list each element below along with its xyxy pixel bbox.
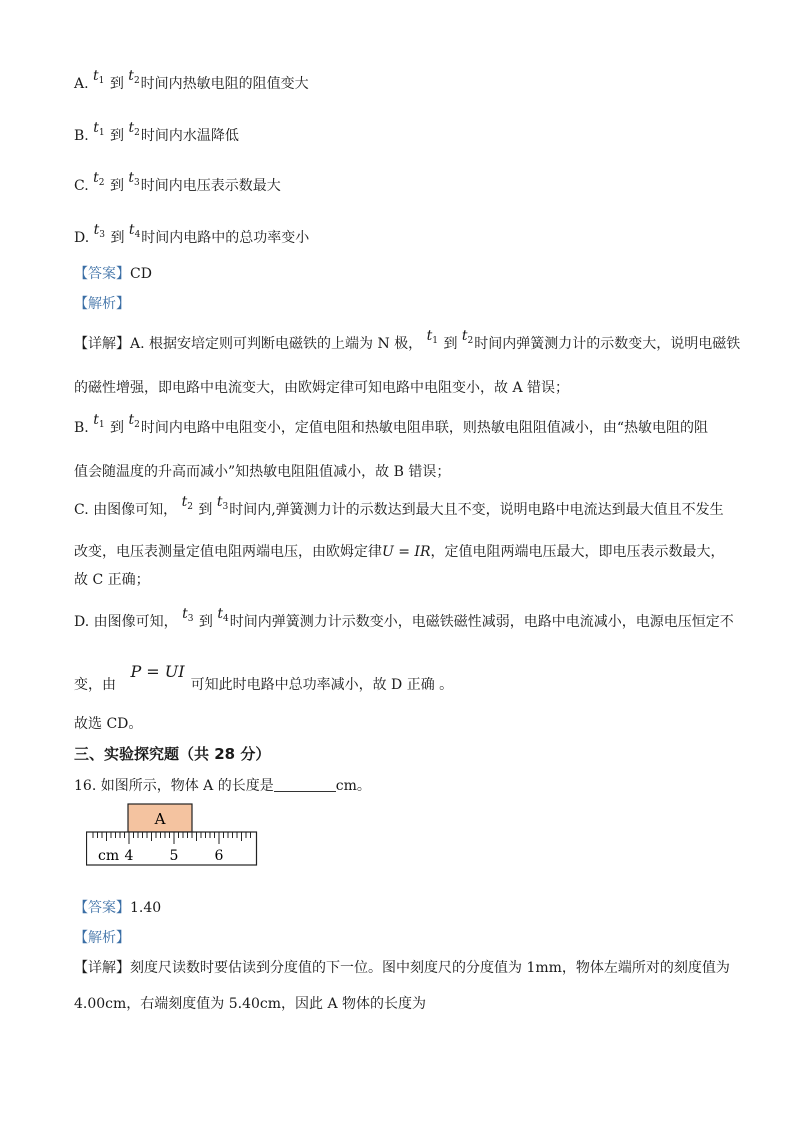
option-d xyxy=(74,222,310,250)
answer-label: 【答案】 xyxy=(74,900,130,916)
time-var-t3: $t^3$ xyxy=(216,494,229,512)
detail-text: 时间内,弹簧测力计的示数达到最大且不变，说明电路中电流达到最大值且不发生 xyxy=(229,502,724,518)
analysis-line xyxy=(74,294,130,314)
question-text: 16. 如图所示，物体 A 的长度是 xyxy=(74,778,274,794)
power-formula: P = UI xyxy=(130,662,185,681)
detail-text: 时间内弹簧测力计的示数变大，说明电磁铁 xyxy=(474,336,741,352)
section-title: 三、实验探究题（共 28 分） xyxy=(74,745,271,763)
time-var-t2: $t^2$ xyxy=(128,412,140,430)
option-text: 时间内热敏电阻的阻值变大 xyxy=(140,76,309,92)
time-var-t3: $t^3$ xyxy=(182,606,194,624)
to-word: 到 xyxy=(109,76,124,92)
detail-line-1 xyxy=(74,328,741,356)
to-word: 到 xyxy=(198,614,213,630)
detail-text: B. xyxy=(74,420,89,436)
detail-text: 故 C 正确； xyxy=(74,572,150,588)
ruler-figure xyxy=(86,803,261,867)
answer-line xyxy=(74,264,152,284)
detail-line-3 xyxy=(74,412,709,440)
to-word: 到 xyxy=(110,420,125,436)
answer-line-2 xyxy=(74,898,161,918)
ruler-tick-label-5: 5 xyxy=(169,848,179,864)
option-letter: B. xyxy=(74,128,89,144)
answer-blank xyxy=(274,777,336,792)
detail-text: 4.00cm，右端刻度值为 5.40cm，因此 A 物体的长度为 xyxy=(74,996,427,1012)
option-c xyxy=(74,170,281,198)
option-text: 时间内水温降低 xyxy=(140,128,239,144)
option-letter: C. xyxy=(74,178,89,194)
detail-line-2 xyxy=(74,378,569,398)
detail-label: 【详解】 xyxy=(74,960,130,976)
detail-line-5 xyxy=(74,494,724,522)
time-var-t2: $t^2$ xyxy=(181,494,193,512)
detail-line-7 xyxy=(74,570,150,590)
detail2-line-1 xyxy=(74,958,730,978)
time-var-t1: $t^1$ xyxy=(426,328,438,346)
detail-line-8 xyxy=(74,606,734,634)
ruler-tick-label-4: 4 xyxy=(124,848,134,864)
detail-text: 时间内弹簧测力计示数变小，电磁铁磁性减弱，电路中电流减小，电源电压恒定不 xyxy=(229,614,734,630)
detail-text: 刻度尺读数时要估读到分度值的下一位。图中刻度尺的分度值为 1mm，物体左端所对的刻度值为 xyxy=(130,960,730,976)
detail-text: ，定值电阻两端电压最大，即电压表示数最大， xyxy=(430,544,725,560)
time-var-t1: $t^1$ xyxy=(93,412,105,430)
detail-text: 的磁性增强，即电路中电流变大，由欧姆定律可知电路中电阻变小，故 A 错误； xyxy=(74,380,570,396)
time-var-t4: $t^4$ xyxy=(128,222,141,240)
time-var-t1: $t^1$ xyxy=(93,68,105,86)
detail-text: 故选 CD。 xyxy=(74,716,143,732)
question-unit: cm。 xyxy=(335,778,371,794)
detail2-line-2 xyxy=(74,994,426,1014)
detail-text: 改变，电压表测量定值电阻两端电压，由欧姆定律 xyxy=(74,544,382,560)
detail-label: 【详解】 xyxy=(74,336,130,352)
to-word: 到 xyxy=(198,502,213,518)
time-var-t1: $t^1$ xyxy=(93,120,105,138)
option-a xyxy=(74,68,309,96)
answer-value: CD xyxy=(130,266,152,282)
detail-line-6 xyxy=(74,542,725,562)
to-word: 到 xyxy=(110,128,125,144)
ruler-tick-label-6: 6 xyxy=(214,848,224,864)
detail-text: 可知此时电路中总功率减小，故 D 正确 。 xyxy=(190,677,454,693)
detail-line-4 xyxy=(74,462,450,482)
to-word: 到 xyxy=(110,230,125,246)
time-var-t3: $t^3$ xyxy=(128,170,140,188)
answer-value: 1.40 xyxy=(130,900,162,916)
detail-text: C. 由图像可知， xyxy=(74,502,178,518)
option-letter: A. xyxy=(74,76,89,92)
object-a-label: A xyxy=(154,810,166,828)
detail-text: D. 由图像可知， xyxy=(74,614,178,630)
answer-label: 【答案】 xyxy=(74,266,130,282)
time-var-t2: $t^2$ xyxy=(461,328,474,346)
question-16 xyxy=(74,776,371,796)
to-word: 到 xyxy=(443,336,458,352)
detail-text: A. 根据安培定则可判断电磁铁的上端为 N 极， xyxy=(130,336,423,352)
time-var-t4: $t^4$ xyxy=(217,606,229,624)
analysis-label: 【解析】 xyxy=(74,296,130,312)
option-b xyxy=(74,120,239,148)
detail-line-9 xyxy=(74,662,454,695)
time-var-t3: $t^3$ xyxy=(93,222,106,240)
time-var-t2: $t^2$ xyxy=(128,68,140,86)
analysis-label: 【解析】 xyxy=(74,930,130,946)
option-text: 时间内电路中的总功率变小 xyxy=(141,230,310,246)
option-letter: D. xyxy=(74,230,90,246)
ruler-unit-label: cm xyxy=(98,848,120,864)
ohm-formula: U = IR xyxy=(382,544,431,560)
to-word: 到 xyxy=(109,178,124,194)
detail-line-10 xyxy=(74,714,142,734)
time-var-t2: $t^2$ xyxy=(93,170,105,188)
detail-text: 值会随温度的升高而减小”知热敏电阻阻值减小，故 B 错误； xyxy=(74,464,451,480)
time-var-t2: $t^2$ xyxy=(128,120,140,138)
analysis-line-2 xyxy=(74,928,130,948)
detail-text: 时间内电路中电阻变小，定值电阻和热敏电阻串联，则热敏电阻阻值减小，由“热敏电阻的阻 xyxy=(140,420,709,436)
detail-text: 变，由 xyxy=(74,677,116,693)
option-text: 时间内电压表示数最大 xyxy=(140,178,281,194)
